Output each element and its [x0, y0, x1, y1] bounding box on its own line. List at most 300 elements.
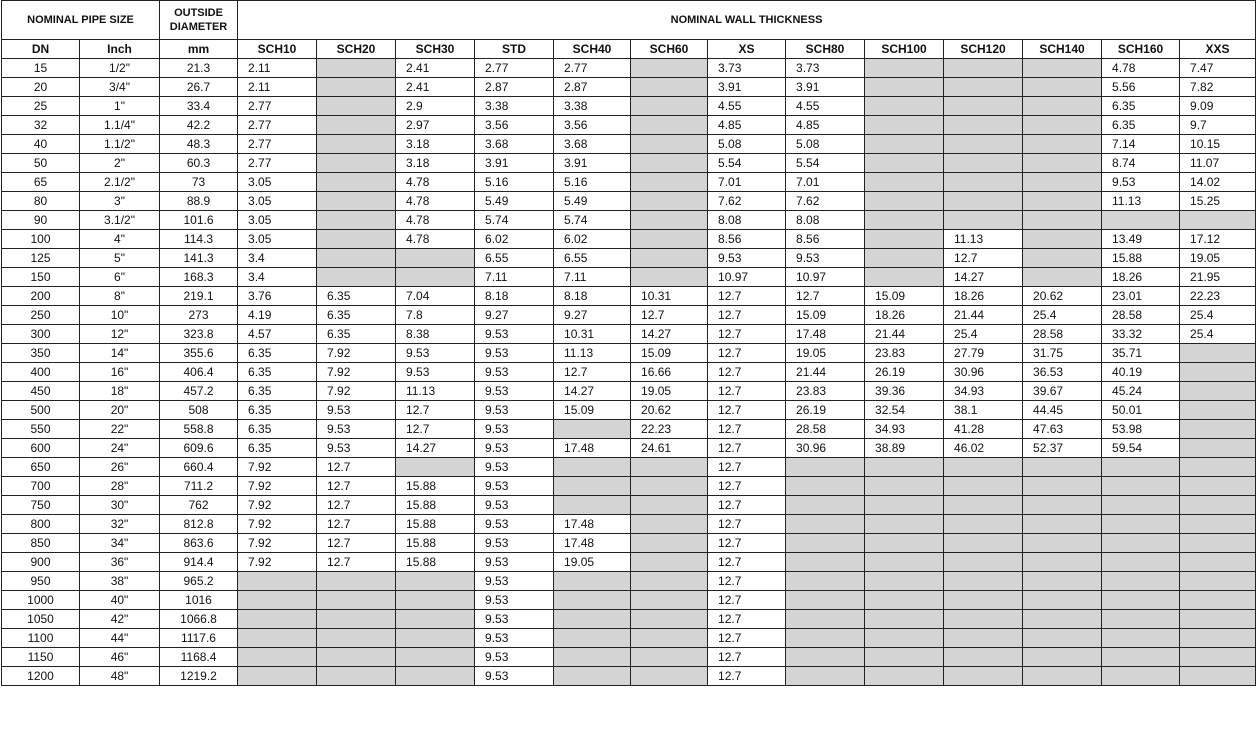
table-cell: 9.53: [317, 420, 396, 439]
table-row: [2, 306, 1256, 325]
empty-cell: [865, 591, 944, 610]
empty-cell: [631, 591, 708, 610]
table-cell: 100: [2, 230, 80, 249]
table-cell: 48": [80, 667, 160, 686]
empty-cell: [1023, 534, 1102, 553]
table-cell: 3.05: [238, 173, 317, 192]
table-cell: 7.11: [475, 268, 554, 287]
table-cell: 31.75: [1023, 344, 1102, 363]
empty-cell: [238, 629, 317, 648]
table-cell: 17.12: [1180, 230, 1256, 249]
table-cell: 863.6: [160, 534, 238, 553]
table-cell: 406.4: [160, 363, 238, 382]
empty-cell: [1180, 439, 1256, 458]
table-cell: 6.35: [238, 382, 317, 401]
empty-cell: [944, 496, 1023, 515]
table-cell: 508: [160, 401, 238, 420]
empty-cell: [865, 154, 944, 173]
table-cell: 150: [2, 268, 80, 287]
table-cell: 2.77: [238, 154, 317, 173]
empty-cell: [631, 648, 708, 667]
table-cell: 1000: [2, 591, 80, 610]
table-cell: 17.48: [554, 515, 631, 534]
empty-cell: [554, 610, 631, 629]
empty-cell: [238, 667, 317, 686]
table-cell: 5.54: [786, 154, 865, 173]
table-cell: 12.7: [708, 591, 786, 610]
table-cell: 90: [2, 211, 80, 230]
table-cell: 46.02: [944, 439, 1023, 458]
table-cell: 2.87: [475, 78, 554, 97]
table-row: [2, 363, 1256, 382]
table-cell: 219.1: [160, 287, 238, 306]
empty-cell: [786, 458, 865, 477]
table-cell: 18.26: [865, 306, 944, 325]
empty-cell: [1180, 591, 1256, 610]
table-cell: 11.07: [1180, 154, 1256, 173]
table-cell: 12.7: [944, 249, 1023, 268]
empty-cell: [865, 477, 944, 496]
table-cell: 5": [80, 249, 160, 268]
empty-cell: [554, 458, 631, 477]
table-cell: 4.55: [708, 97, 786, 116]
table-cell: 850: [2, 534, 80, 553]
table-cell: 9.53: [475, 439, 554, 458]
table-row: [2, 154, 1256, 173]
table-row: [2, 97, 1256, 116]
table-cell: 7.04: [396, 287, 475, 306]
table-cell: 4": [80, 230, 160, 249]
table-cell: 9.09: [1180, 97, 1256, 116]
table-cell: 6.55: [475, 249, 554, 268]
table-cell: 6.35: [317, 287, 396, 306]
table-cell: 14.27: [396, 439, 475, 458]
table-row: [2, 439, 1256, 458]
table-cell: 762: [160, 496, 238, 515]
empty-cell: [944, 477, 1023, 496]
table-cell: 32": [80, 515, 160, 534]
table-cell: 457.2: [160, 382, 238, 401]
empty-cell: [1180, 211, 1256, 230]
column-header-sch10: SCH10: [238, 40, 317, 59]
empty-cell: [1102, 610, 1180, 629]
empty-cell: [396, 591, 475, 610]
table-row: [2, 401, 1256, 420]
empty-cell: [1102, 496, 1180, 515]
table-cell: 33.4: [160, 97, 238, 116]
empty-cell: [317, 78, 396, 97]
column-header-sch30: SCH30: [396, 40, 475, 59]
table-cell: 18.26: [944, 287, 1023, 306]
table-row: [2, 496, 1256, 515]
table-cell: 650: [2, 458, 80, 477]
table-cell: 12.7: [708, 306, 786, 325]
empty-cell: [1023, 667, 1102, 686]
table-cell: 15.88: [396, 515, 475, 534]
table-cell: 26.7: [160, 78, 238, 97]
table-cell: 21.44: [786, 363, 865, 382]
table-cell: 7.14: [1102, 135, 1180, 154]
table-cell: 17.48: [554, 534, 631, 553]
table-cell: 7.62: [708, 192, 786, 211]
table-cell: 3.56: [554, 116, 631, 135]
empty-cell: [786, 648, 865, 667]
empty-cell: [944, 211, 1023, 230]
empty-cell: [944, 78, 1023, 97]
table-cell: 13.49: [1102, 230, 1180, 249]
table-cell: 10": [80, 306, 160, 325]
table-cell: 33.32: [1102, 325, 1180, 344]
empty-cell: [1102, 534, 1180, 553]
empty-cell: [631, 173, 708, 192]
table-cell: 11.13: [1102, 192, 1180, 211]
table-cell: 12.7: [708, 401, 786, 420]
table-row: [2, 648, 1256, 667]
empty-cell: [865, 572, 944, 591]
table-cell: 12.7: [708, 439, 786, 458]
table-cell: 600: [2, 439, 80, 458]
table-cell: 2.41: [396, 59, 475, 78]
table-cell: 25.4: [1180, 306, 1256, 325]
empty-cell: [1180, 553, 1256, 572]
table-cell: 12.7: [317, 496, 396, 515]
table-cell: 14.02: [1180, 173, 1256, 192]
table-cell: 1.1/4": [80, 116, 160, 135]
table-cell: 27.79: [944, 344, 1023, 363]
empty-cell: [1102, 629, 1180, 648]
table-cell: 52.37: [1023, 439, 1102, 458]
table-cell: 28.58: [1102, 306, 1180, 325]
table-cell: 41.28: [944, 420, 1023, 439]
table-cell: 10.97: [708, 268, 786, 287]
table-cell: 1168.4: [160, 648, 238, 667]
table-cell: 14.27: [944, 268, 1023, 287]
empty-cell: [631, 610, 708, 629]
table-cell: 8.74: [1102, 154, 1180, 173]
table-cell: 7.92: [238, 496, 317, 515]
table-row: [2, 420, 1256, 439]
empty-cell: [1102, 211, 1180, 230]
table-cell: 12.7: [317, 515, 396, 534]
table-cell: 23.83: [786, 382, 865, 401]
table-cell: 2.87: [554, 78, 631, 97]
table-cell: 3.4: [238, 268, 317, 287]
table-cell: 273: [160, 306, 238, 325]
table-cell: 50.01: [1102, 401, 1180, 420]
table-cell: 7.01: [708, 173, 786, 192]
table-cell: 609.6: [160, 439, 238, 458]
table-cell: 9.27: [475, 306, 554, 325]
table-row: [2, 211, 1256, 230]
table-cell: 19.05: [786, 344, 865, 363]
empty-cell: [1023, 154, 1102, 173]
empty-cell: [631, 515, 708, 534]
table-cell: 14.27: [554, 382, 631, 401]
empty-cell: [1180, 382, 1256, 401]
table-cell: 10.97: [786, 268, 865, 287]
table-cell: 7.92: [238, 534, 317, 553]
table-cell: 12.7: [708, 534, 786, 553]
empty-cell: [396, 667, 475, 686]
table-cell: 2.97: [396, 116, 475, 135]
table-cell: 20": [80, 401, 160, 420]
table-cell: 3.1/2": [80, 211, 160, 230]
empty-cell: [944, 458, 1023, 477]
table-cell: 48.3: [160, 135, 238, 154]
table-cell: 12.7: [708, 610, 786, 629]
table-cell: 88.9: [160, 192, 238, 211]
table-cell: 9.53: [475, 420, 554, 439]
table-row: [2, 230, 1256, 249]
empty-cell: [554, 667, 631, 686]
table-cell: 8.08: [786, 211, 865, 230]
empty-cell: [1023, 477, 1102, 496]
table-cell: 4.55: [786, 97, 865, 116]
table-cell: 9.53: [475, 591, 554, 610]
table-cell: 3.18: [396, 154, 475, 173]
table-cell: 7.62: [786, 192, 865, 211]
table-cell: 23.01: [1102, 287, 1180, 306]
table-cell: 5.49: [554, 192, 631, 211]
empty-cell: [786, 534, 865, 553]
table-cell: 12.7: [708, 648, 786, 667]
table-cell: 711.2: [160, 477, 238, 496]
empty-cell: [944, 192, 1023, 211]
table-cell: 47.63: [1023, 420, 1102, 439]
table-cell: 7.92: [238, 458, 317, 477]
table-cell: 23.83: [865, 344, 944, 363]
table-cell: 125: [2, 249, 80, 268]
empty-cell: [786, 477, 865, 496]
table-cell: 12.7: [554, 363, 631, 382]
empty-cell: [786, 572, 865, 591]
empty-cell: [631, 135, 708, 154]
table-cell: 18.26: [1102, 268, 1180, 287]
empty-cell: [631, 458, 708, 477]
empty-cell: [631, 97, 708, 116]
table-cell: 40.19: [1102, 363, 1180, 382]
empty-cell: [1023, 268, 1102, 287]
table-cell: 3.18: [396, 135, 475, 154]
table-cell: 9.53: [475, 401, 554, 420]
table-cell: 900: [2, 553, 80, 572]
table-cell: 7.92: [238, 515, 317, 534]
table-cell: 5.16: [554, 173, 631, 192]
empty-cell: [865, 249, 944, 268]
table-cell: 7.82: [1180, 78, 1256, 97]
empty-cell: [631, 667, 708, 686]
table-cell: 500: [2, 401, 80, 420]
table-cell: 558.8: [160, 420, 238, 439]
empty-cell: [786, 496, 865, 515]
empty-cell: [1180, 458, 1256, 477]
table-cell: 3.4: [238, 249, 317, 268]
table-cell: 25: [2, 97, 80, 116]
table-cell: 1050: [2, 610, 80, 629]
empty-cell: [865, 667, 944, 686]
table-cell: 15.88: [396, 534, 475, 553]
table-cell: 12.7: [708, 553, 786, 572]
table-cell: 15.25: [1180, 192, 1256, 211]
table-cell: 9.7: [1180, 116, 1256, 135]
empty-cell: [786, 629, 865, 648]
table-cell: 6.35: [238, 420, 317, 439]
table-cell: 950: [2, 572, 80, 591]
table-cell: 3.56: [475, 116, 554, 135]
empty-cell: [631, 116, 708, 135]
table-cell: 9.53: [786, 249, 865, 268]
table-cell: 3.91: [475, 154, 554, 173]
empty-cell: [1023, 515, 1102, 534]
column-header-sch140: SCH140: [1023, 40, 1102, 59]
table-cell: 39.67: [1023, 382, 1102, 401]
table-cell: 4.78: [1102, 59, 1180, 78]
table-cell: 15.09: [554, 401, 631, 420]
table-cell: 59.54: [1102, 439, 1180, 458]
table-cell: 9.53: [317, 401, 396, 420]
table-cell: 21.44: [865, 325, 944, 344]
table-cell: 914.4: [160, 553, 238, 572]
table-cell: 12.7: [396, 401, 475, 420]
empty-cell: [1102, 477, 1180, 496]
table-cell: 11.13: [944, 230, 1023, 249]
table-cell: 2.77: [554, 59, 631, 78]
table-cell: 9.53: [475, 572, 554, 591]
table-cell: 355.6: [160, 344, 238, 363]
empty-cell: [1023, 553, 1102, 572]
empty-cell: [631, 211, 708, 230]
table-cell: 38.89: [865, 439, 944, 458]
table-cell: 9.53: [475, 382, 554, 401]
empty-cell: [1023, 648, 1102, 667]
empty-cell: [1180, 515, 1256, 534]
empty-cell: [865, 515, 944, 534]
table-cell: 9.53: [475, 629, 554, 648]
column-header-sch80: SCH80: [786, 40, 865, 59]
empty-cell: [1102, 667, 1180, 686]
table-cell: 800: [2, 515, 80, 534]
empty-cell: [865, 116, 944, 135]
table-cell: 400: [2, 363, 80, 382]
empty-cell: [944, 572, 1023, 591]
table-row: [2, 667, 1256, 686]
empty-cell: [1102, 591, 1180, 610]
empty-cell: [1023, 59, 1102, 78]
empty-cell: [944, 59, 1023, 78]
table-row: [2, 553, 1256, 572]
empty-cell: [1023, 192, 1102, 211]
table-cell: 53.98: [1102, 420, 1180, 439]
table-cell: 8.56: [708, 230, 786, 249]
table-cell: 28.58: [1023, 325, 1102, 344]
empty-cell: [631, 534, 708, 553]
table-cell: 42.2: [160, 116, 238, 135]
table-cell: 350: [2, 344, 80, 363]
table-cell: 5.08: [786, 135, 865, 154]
empty-cell: [944, 648, 1023, 667]
empty-cell: [1023, 211, 1102, 230]
empty-cell: [317, 135, 396, 154]
table-cell: 9.53: [475, 553, 554, 572]
table-cell: 9.53: [475, 344, 554, 363]
table-cell: 3.05: [238, 192, 317, 211]
table-cell: 44": [80, 629, 160, 648]
column-header-sch40: SCH40: [554, 40, 631, 59]
table-body: [2, 59, 1256, 686]
empty-cell: [317, 154, 396, 173]
table-cell: 16": [80, 363, 160, 382]
empty-cell: [317, 610, 396, 629]
empty-cell: [786, 610, 865, 629]
empty-cell: [631, 230, 708, 249]
empty-cell: [317, 591, 396, 610]
table-cell: 12": [80, 325, 160, 344]
empty-cell: [631, 553, 708, 572]
empty-cell: [317, 230, 396, 249]
table-row: [2, 192, 1256, 211]
table-cell: 20.62: [1023, 287, 1102, 306]
table-cell: 9.53: [475, 325, 554, 344]
table-cell: 21.44: [944, 306, 1023, 325]
column-header-xxs: XXS: [1180, 40, 1256, 59]
table-row: [2, 249, 1256, 268]
table-cell: 5.49: [475, 192, 554, 211]
empty-cell: [865, 553, 944, 572]
empty-cell: [865, 230, 944, 249]
table-row: [2, 135, 1256, 154]
table-cell: 42": [80, 610, 160, 629]
empty-cell: [317, 211, 396, 230]
column-header-inch: Inch: [80, 40, 160, 59]
empty-cell: [396, 249, 475, 268]
table-cell: 26.19: [865, 363, 944, 382]
table-cell: 7.92: [238, 477, 317, 496]
empty-cell: [865, 648, 944, 667]
empty-cell: [786, 667, 865, 686]
empty-cell: [396, 629, 475, 648]
empty-cell: [631, 572, 708, 591]
empty-cell: [554, 496, 631, 515]
column-header-sch60: SCH60: [631, 40, 708, 59]
table-cell: 11.13: [396, 382, 475, 401]
header-row-group: [2, 1, 1256, 40]
table-cell: 5.54: [708, 154, 786, 173]
outside-diameter-header: [160, 1, 238, 40]
table-cell: 46": [80, 648, 160, 667]
table-cell: 5.16: [475, 173, 554, 192]
column-header-xs: XS: [708, 40, 786, 59]
empty-cell: [1023, 135, 1102, 154]
table-cell: 9.53: [1102, 173, 1180, 192]
table-row: [2, 325, 1256, 344]
table-row: [2, 59, 1256, 78]
empty-cell: [944, 135, 1023, 154]
empty-cell: [1180, 629, 1256, 648]
table-cell: 114.3: [160, 230, 238, 249]
table-cell: 15.88: [396, 477, 475, 496]
empty-cell: [944, 629, 1023, 648]
empty-cell: [396, 268, 475, 287]
table-cell: 1100: [2, 629, 80, 648]
table-cell: 26": [80, 458, 160, 477]
table-cell: 36": [80, 553, 160, 572]
empty-cell: [944, 591, 1023, 610]
table-cell: 812.8: [160, 515, 238, 534]
table-cell: 3.05: [238, 211, 317, 230]
empty-cell: [554, 572, 631, 591]
table-cell: 2.1/2": [80, 173, 160, 192]
table-cell: 34.93: [865, 420, 944, 439]
